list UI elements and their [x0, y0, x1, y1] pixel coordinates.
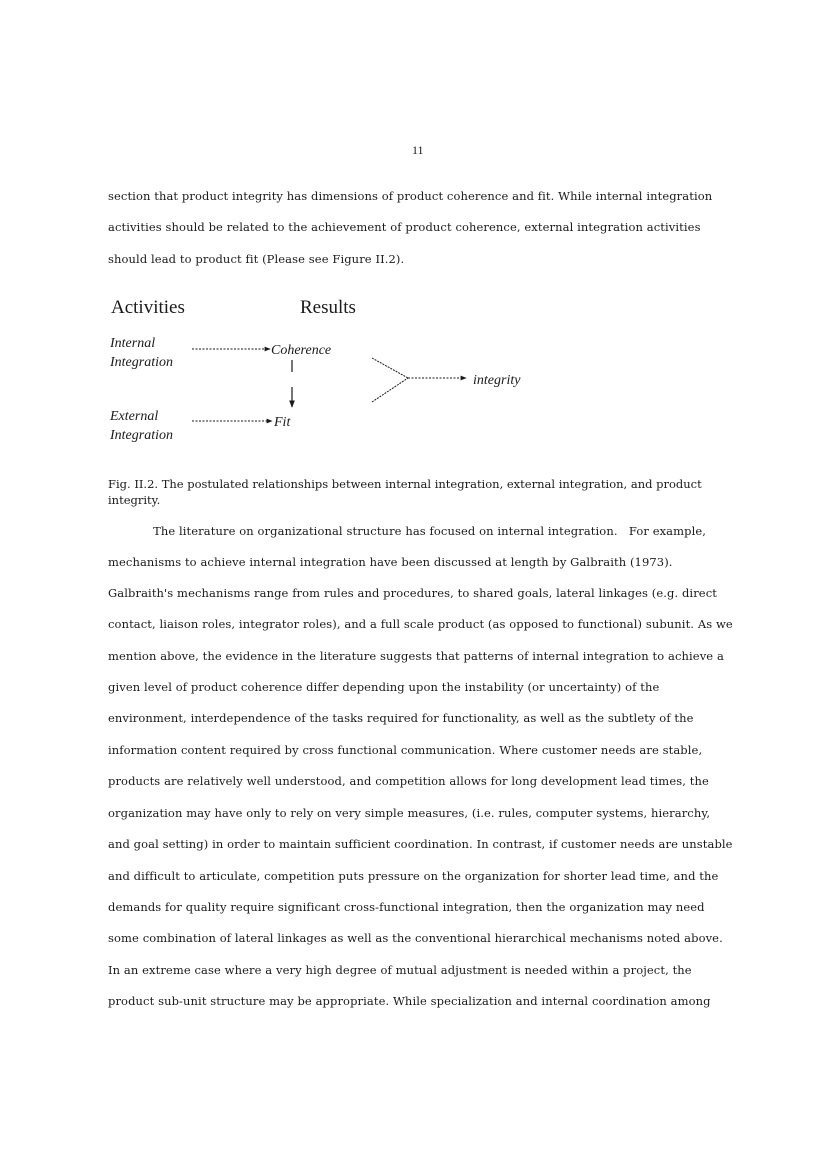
text-line: Galbraith's mechanisms range from rules and procedures, to shared goals, lateral linkages (e.g. direct	[108, 586, 717, 600]
caption-line: Fig. II.2. The postulated relationships between internal integration, external integration, and product	[108, 477, 702, 491]
converge-line-top	[372, 358, 408, 378]
text-line: section that product integrity has dimensions of product coherence and fit. While internal integration	[108, 189, 713, 203]
text-line: should lead to product fit (Please see Figure II.2).	[108, 252, 405, 266]
text-line: The literature on organizational structure has focused on internal integration. For example,	[108, 524, 707, 538]
results-header: Results	[300, 297, 356, 318]
converge-line-bottom	[372, 378, 408, 402]
text-line: organization may have only to rely on very simple measures, (i.e. rules, computer systems, hierarchy,	[108, 806, 711, 820]
text-line: product sub-unit structure may be appropriate. While specialization and internal coordination among	[108, 994, 711, 1008]
text-line: demands for quality require significant cross-functional integration, then the organization may need	[108, 900, 705, 914]
diagram-svg	[100, 290, 560, 460]
internal-label: Integration	[110, 355, 173, 370]
text-line: and difficult to articulate, competition puts pressure on the organization for shorter lead time, and the	[108, 869, 719, 883]
text-line: mechanisms to achieve internal integration have been discussed at length by Galbraith (1973).	[108, 555, 673, 569]
fit-label: Fit	[274, 415, 291, 430]
activities-header: Activities	[111, 297, 185, 318]
text-line: In an extreme case where a very high degree of mutual adjustment is needed within a project, the	[108, 963, 692, 977]
page-number: 11	[412, 143, 424, 157]
text-line: information content required by cross functional communication. Where customer needs are stable,	[108, 743, 703, 757]
text-line: some combination of lateral linkages as well as the conventional hierarchical mechanisms noted above.	[108, 931, 723, 945]
external-label: Integration	[110, 428, 173, 443]
text-line: activities should be related to the achievement of product coherence, external integration activities	[108, 220, 701, 234]
caption-line: integrity.	[108, 493, 161, 507]
integrity-label: integrity	[473, 373, 521, 388]
external-label: External	[110, 409, 159, 424]
coherence-label: Coherence	[271, 343, 332, 358]
internal-label: Internal	[110, 336, 156, 351]
text-line: environment, interdependence of the tasks required for functionality, as well as the subtlety of the	[108, 711, 694, 725]
text-line: and goal setting) in order to maintain sufficient coordination. In contrast, if customer needs are unstable	[108, 837, 733, 851]
figure-diagram	[100, 290, 560, 460]
text-line: given level of product coherence differ depending upon the instability (or uncertainty) of the	[108, 680, 660, 694]
text-line: products are relatively well understood, and competition allows for long development lead times, the	[108, 774, 709, 788]
text-line: contact, liaison roles, integrator roles), and a full scale product (as opposed to functional) subunit. As we	[108, 617, 733, 631]
text-line: mention above, the evidence in the literature suggests that patterns of internal integration to achieve a	[108, 649, 724, 663]
